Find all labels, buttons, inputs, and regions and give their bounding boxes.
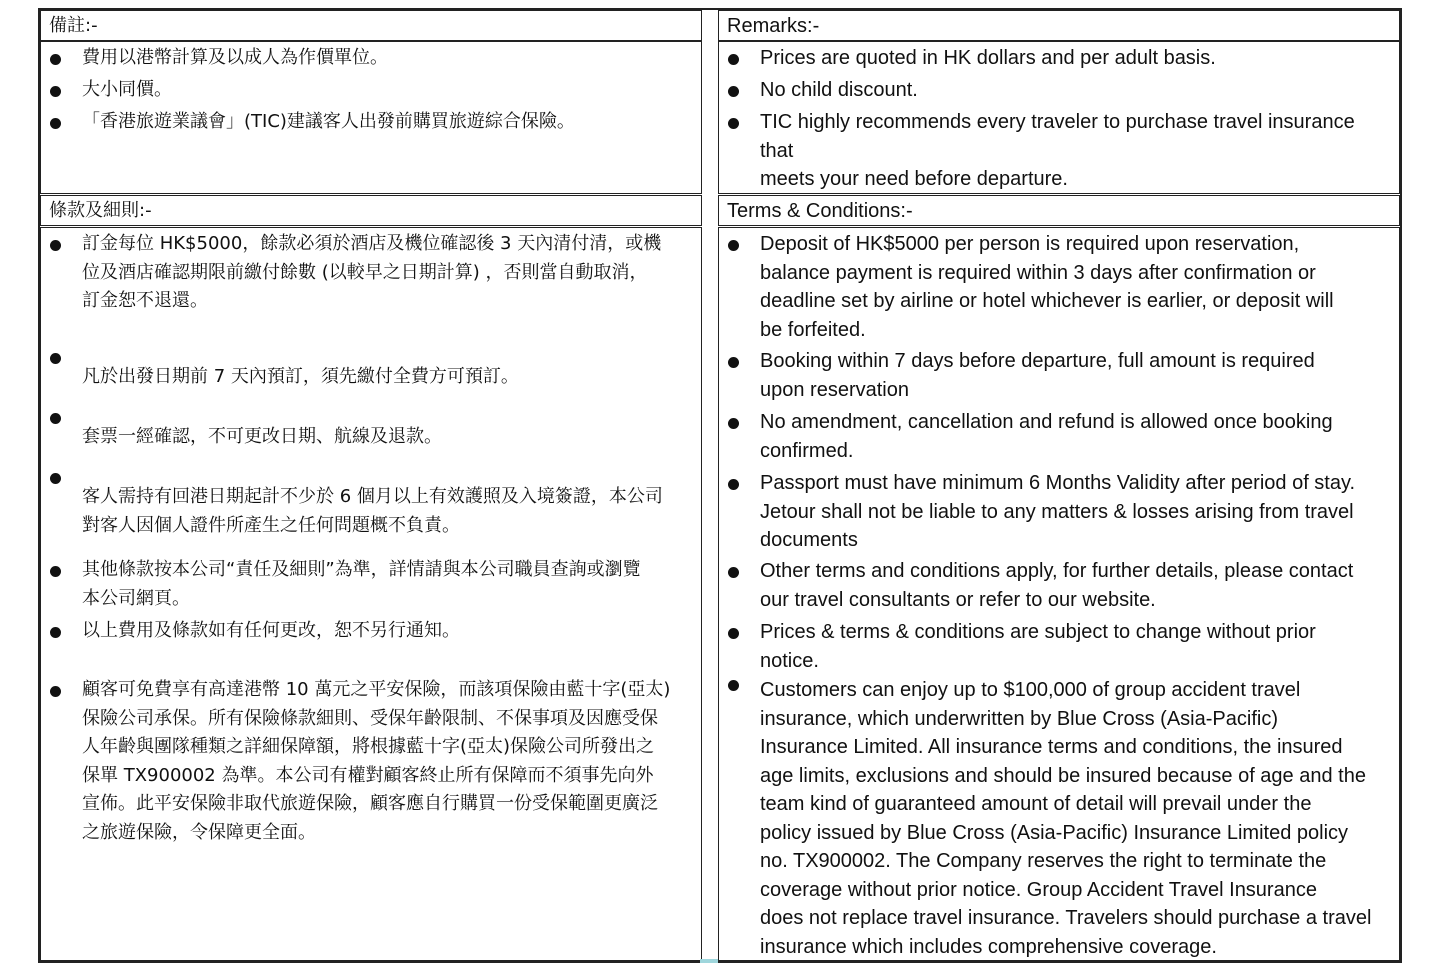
- list-item-line: documents: [760, 529, 858, 551]
- list-item-text: [760, 408, 1333, 465]
- list-item-text: [82, 676, 670, 847]
- list-item-line: no. TX900002. The Company reserves the right to terminate the: [760, 850, 1327, 872]
- list-item-line: 位及酒店確認期限前繳付餘數 (以較早之日期計算) ，否則當自動取消，: [82, 261, 648, 283]
- bullet-icon: [728, 680, 739, 691]
- list-item-line: 大小同價。: [82, 79, 172, 100]
- bullet-icon: [50, 627, 61, 638]
- list-item-line: 「香港旅遊業議會」(TIC)建議客人出發前購買旅遊綜合保險。: [82, 111, 575, 132]
- list-item-line: Prices are quoted in HK dollars and per adult basis.: [760, 47, 1216, 69]
- bullet-icon: [728, 628, 739, 639]
- list-item-line: 套票一經確認，不可更改日期、航線及退款。: [82, 426, 442, 447]
- column-gap-marker: [700, 959, 718, 963]
- remarks-en-cell: [718, 41, 1400, 194]
- list-item-line: team kind of guaranteed amount of detail will prevail under the: [760, 793, 1312, 815]
- list-item-line: 之旅遊保險，令保障更全面。: [82, 821, 316, 843]
- list-item-line: policy issued by Blue Cross (Asia-Pacific) Insurance Limited policy: [760, 821, 1349, 844]
- list-item-line: our travel consultants or refer to our website.: [760, 588, 1156, 611]
- bullet-icon: [728, 54, 739, 65]
- list-item-text: [82, 108, 575, 137]
- list-item-text: [760, 618, 1316, 675]
- bullet-icon: [728, 418, 739, 429]
- list-item-text: [760, 76, 918, 105]
- bullet-icon: [728, 479, 739, 490]
- bullet-icon: [50, 54, 61, 65]
- bullet-icon: [728, 567, 739, 578]
- list-item-line: 其他條款按本公司“責任及細則”為準，詳情請與本公司職員查詢或瀏覽: [82, 559, 641, 580]
- list-item-line: 宣佈。此平安保險非取代旅遊保險，顧客應自行購買一份受保範圍更廣泛: [82, 793, 658, 814]
- remarks-zh-heading: 備註:-: [49, 15, 98, 36]
- list-item-text: [760, 44, 1216, 73]
- list-item-text: [82, 44, 388, 73]
- bullet-icon: [728, 240, 739, 251]
- list-item-line: TIC highly recommends every traveler to purchase travel insurance: [760, 111, 1355, 133]
- terms-en-heading-cell: [718, 195, 1400, 226]
- list-item-text: [760, 230, 1334, 344]
- remarks-en-heading: Remarks:-: [727, 15, 820, 37]
- remarks-zh-cell: [40, 41, 702, 194]
- list-item-line: Other terms and conditions apply, for further details, please contact: [760, 560, 1354, 582]
- list-item-line: Jetour shall not be liable to any matters & losses arising from travel: [760, 500, 1354, 523]
- list-item-line: Prices & terms & conditions are subject to change without prior: [760, 621, 1316, 643]
- list-item-line: upon reservation: [760, 378, 909, 401]
- list-item-line: Customers can enjoy up to $100,000 of group accident travel: [760, 679, 1301, 701]
- list-item-line: 對客人因個人證件所產生之任何問題概不負責。: [82, 514, 460, 536]
- terms-zh-heading-cell: [40, 195, 702, 226]
- bullet-icon: [728, 118, 739, 129]
- terms-zh-cell: [40, 227, 702, 961]
- list-item-line: confirmed.: [760, 439, 854, 462]
- bullet-icon: [50, 240, 61, 251]
- list-item-line: insurance, which underwritten by Blue Cross (Asia-Pacific): [760, 707, 1278, 730]
- terms-zh-heading: 條款及細則:-: [49, 200, 152, 221]
- list-item-line: Insurance Limited. All insurance terms and conditions, the insured: [760, 736, 1343, 758]
- list-item-text: [82, 556, 641, 613]
- list-item-line: 訂金恕不退還。: [82, 290, 208, 311]
- list-item-line: deadline set by airline or hotel whichever is earlier, or deposit will: [760, 290, 1334, 312]
- list-item-line: No child discount.: [760, 79, 918, 101]
- list-item-text: [760, 557, 1353, 614]
- list-item-line: Booking within 7 days before departure, full amount is required: [760, 350, 1315, 372]
- list-item-line: No amendment, cancellation and refund is allowed once booking: [760, 411, 1333, 433]
- list-item-line: meets your need before departure.: [760, 168, 1068, 190]
- list-item-line: 訂金每位 HK$5000，餘款必須於酒店及機位確認後 3 天內清付清，或機: [82, 233, 662, 254]
- bullet-icon: [50, 686, 61, 697]
- list-item-text: [82, 483, 663, 540]
- list-item-text: [760, 108, 1355, 194]
- bullet-icon: [50, 118, 61, 129]
- remarks-en-heading-cell: [718, 10, 1400, 41]
- bullet-icon: [728, 86, 739, 97]
- list-item-text: [760, 347, 1315, 404]
- list-item-line: Deposit of HK$5000 per person is required upon reservation,: [760, 233, 1300, 255]
- list-item-line: notice.: [760, 649, 819, 672]
- list-item-line: 保險公司承保。所有保險條款細則、受保年齡限制、不保事項及因應受保: [82, 707, 658, 729]
- terms-en-heading: Terms & Conditions:-: [727, 200, 913, 222]
- bullet-icon: [728, 357, 739, 368]
- list-item-text: [82, 76, 172, 105]
- bullet-icon: [50, 473, 61, 484]
- bullet-icon: [50, 86, 61, 97]
- list-item-line: Passport must have minimum 6 Months Validity after period of stay.: [760, 472, 1356, 494]
- list-item-line: 以上費用及條款如有任何更改，恕不另行通知。: [82, 620, 460, 641]
- list-item-text: [82, 363, 519, 392]
- list-item-line: balance payment is required within 3 days after confirmation or: [760, 261, 1316, 284]
- list-item-line: 凡於出發日期前 7 天內預訂，須先繳付全費方可預訂。: [82, 366, 519, 387]
- remarks-zh-heading-cell: [40, 10, 702, 41]
- list-item-line: does not replace travel insurance. Travelers should purchase a travel: [760, 907, 1372, 929]
- list-item-line: 顧客可免費享有高達港幣 10 萬元之平安保險，而該項保險由藍十字(亞太): [82, 679, 671, 700]
- list-item-text: [82, 617, 460, 646]
- list-item-line: 本公司網頁。: [82, 587, 190, 609]
- list-item-text: [82, 230, 661, 316]
- list-item-line: 客人需持有回港日期起計不少於 6 個月以上有效護照及入境簽證，本公司: [82, 486, 663, 507]
- list-item-line: 人年齡與團隊種類之詳細保障額，將根據藍十字(亞太)保險公司所發出之: [82, 736, 655, 757]
- bullet-icon: [50, 353, 61, 364]
- list-item-line: insurance which includes comprehensive coverage.: [760, 935, 1217, 958]
- bullet-icon: [50, 413, 61, 424]
- list-item-line: be forfeited.: [760, 318, 866, 341]
- list-item-line: 費用以港幣計算及以成人為作價單位。: [82, 47, 388, 68]
- list-item-line: age limits, exclusions and should be insured because of age and the: [760, 764, 1366, 787]
- list-item-text: [82, 423, 442, 452]
- list-item-line: that: [760, 139, 794, 162]
- list-item-line: 保單 TX900002 為準。本公司有權對顧客終止所有保障而不須事先向外: [82, 764, 654, 786]
- list-item-text: [760, 469, 1355, 555]
- list-item-text: [760, 676, 1371, 961]
- list-item-line: coverage without prior notice. Group Accident Travel Insurance: [760, 878, 1317, 901]
- terms-en-cell: [718, 227, 1400, 961]
- bullet-icon: [50, 566, 61, 577]
